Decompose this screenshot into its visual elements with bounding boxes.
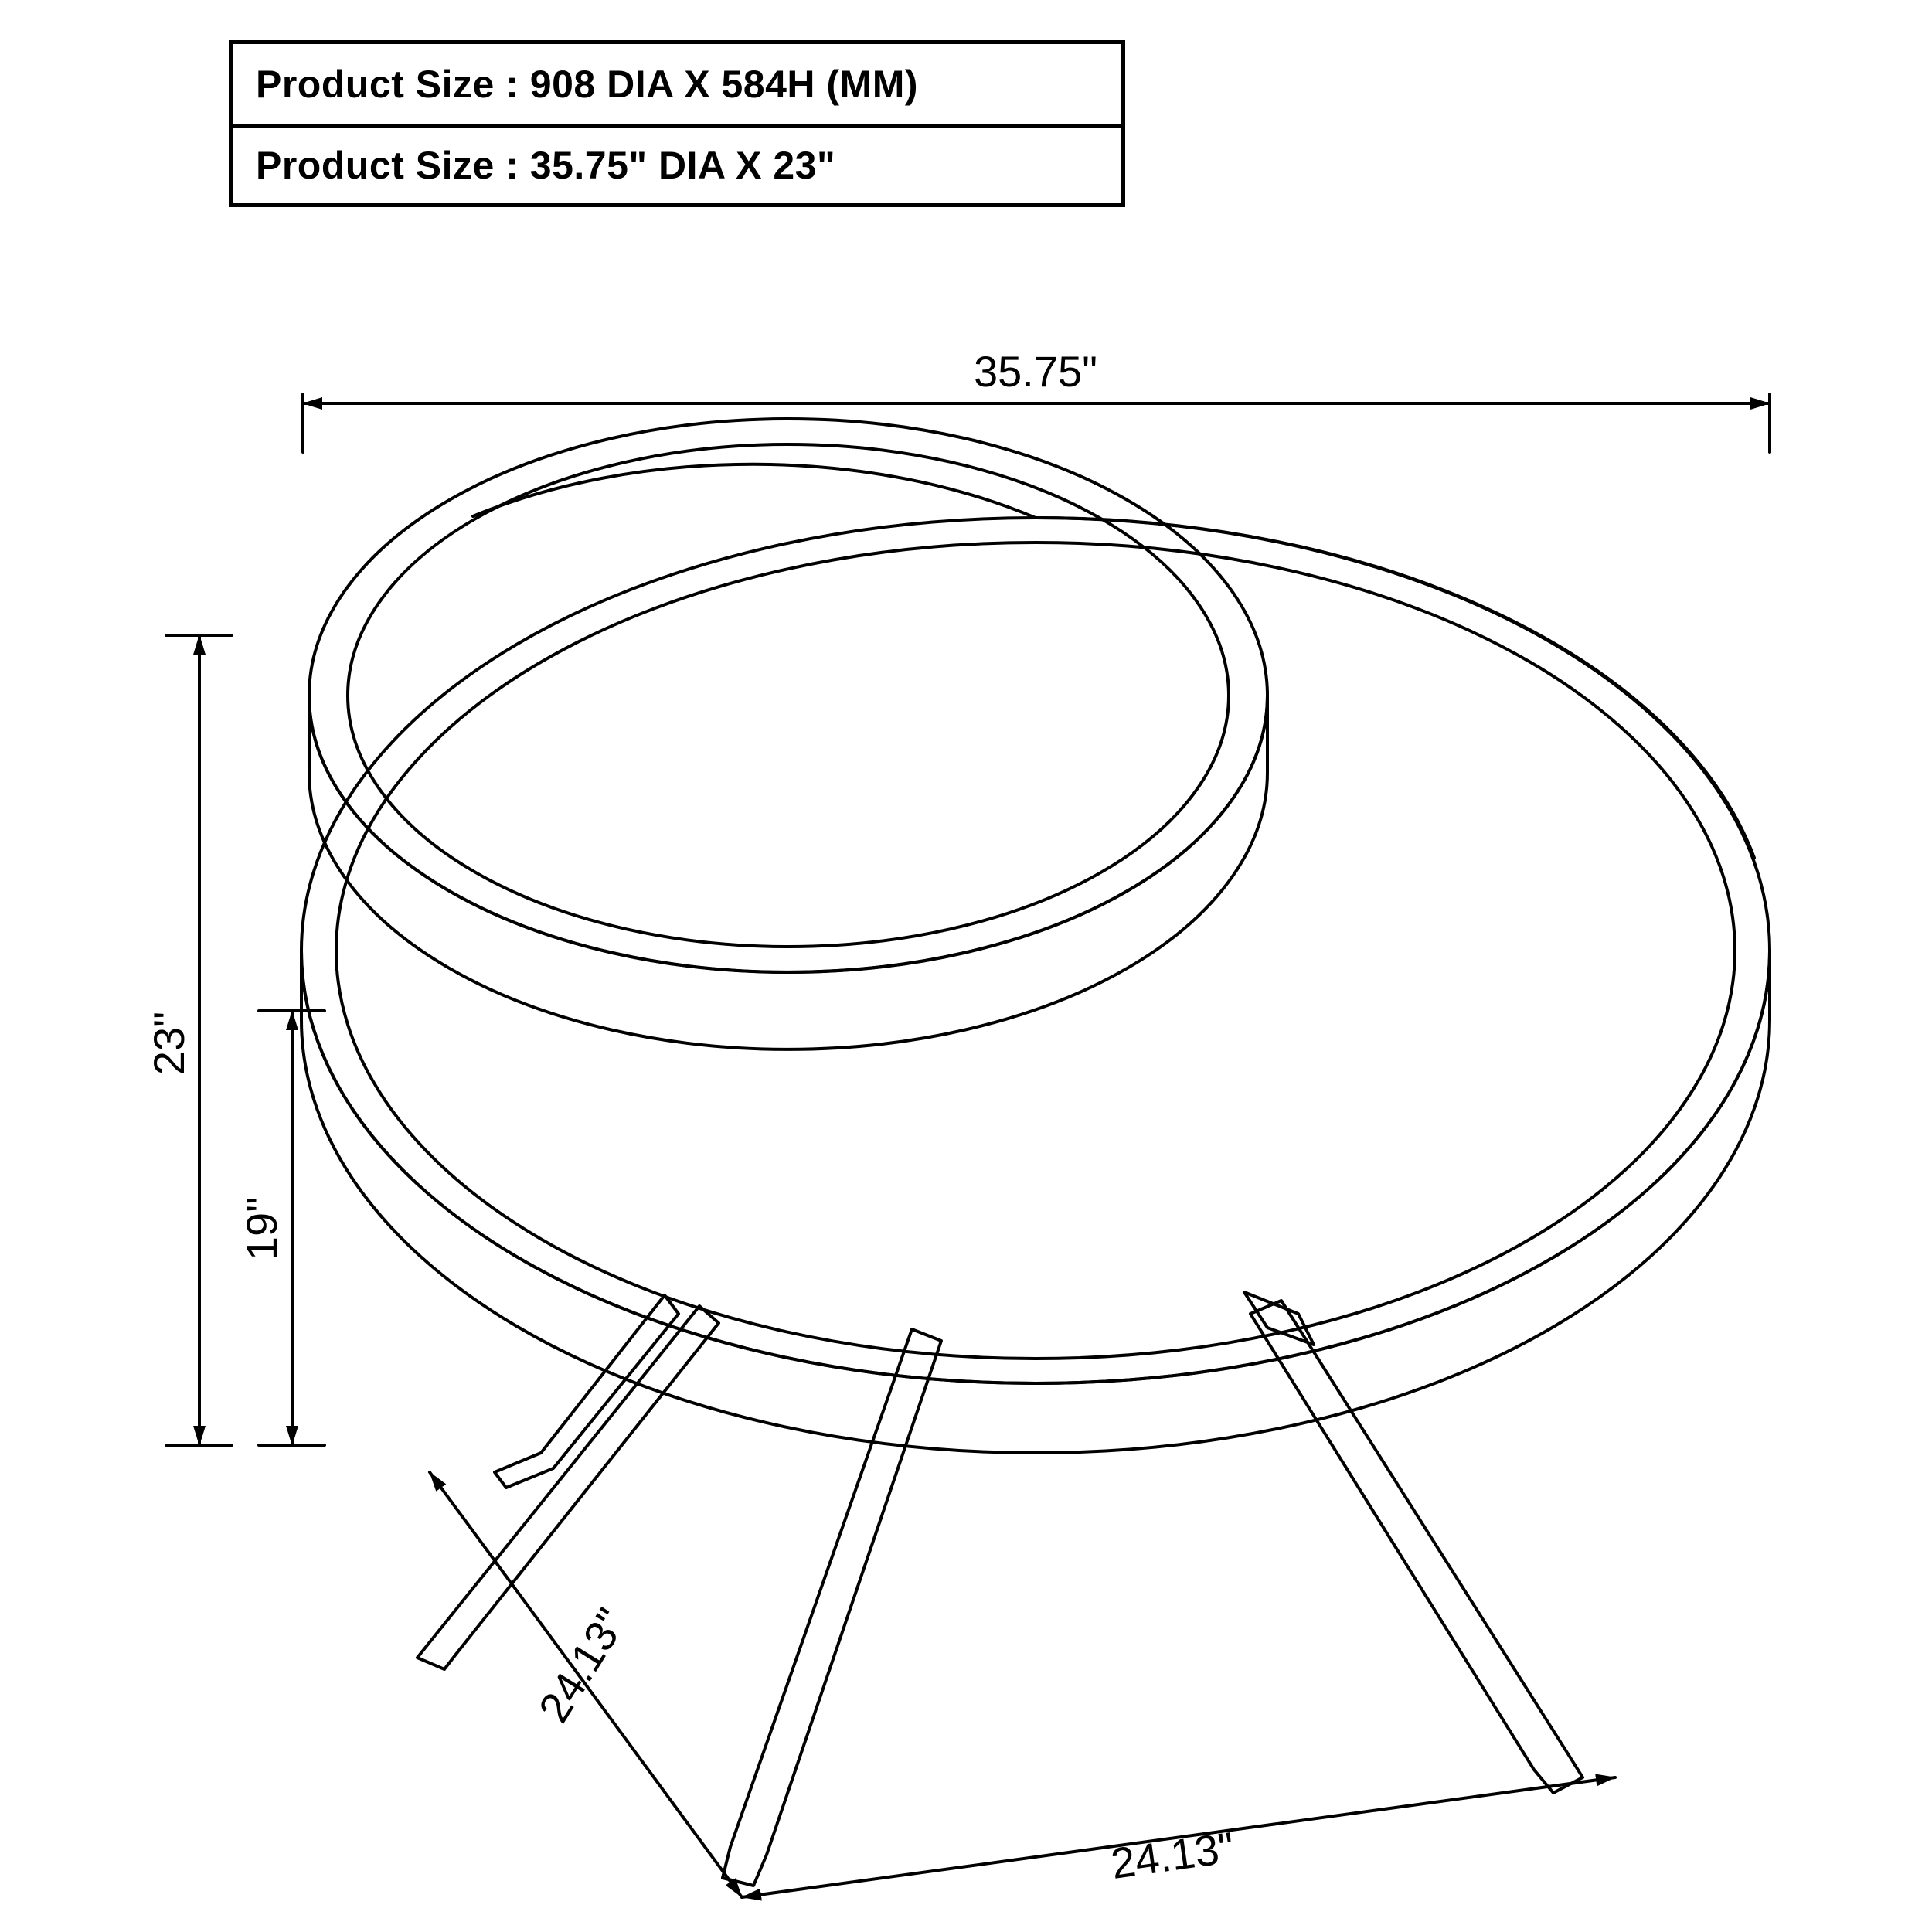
label-overall-height: 23" [145,1011,193,1076]
label-top-width: 35.75" [973,347,1098,396]
lower-tabletop [301,518,1770,1453]
label-lower-height: 19" [237,1196,286,1261]
product-size-inch: Product Size : 35.75" DIA X 23" [256,144,836,187]
table-row [233,124,1121,203]
label-base-span-right: 24.13" [1107,1822,1237,1889]
table-row [233,44,1121,124]
label-base-span-left: 24.13" [529,1600,636,1731]
product-size-mm: Product Size : 908 DIA X 584H (MM) [256,62,918,106]
table-base-legs [417,1292,1583,1889]
upper-nested-top [309,419,1754,1049]
product-size-table [229,40,1125,207]
dimension-top-width [303,394,1770,452]
